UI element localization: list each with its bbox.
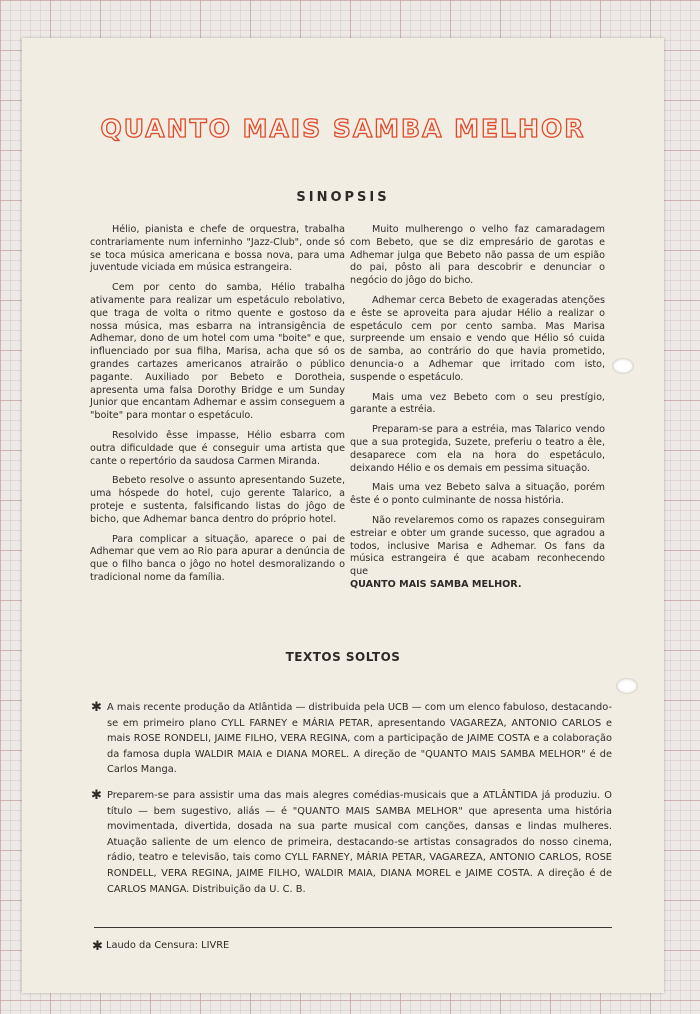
asterisk-icon: ✱ xyxy=(92,939,103,954)
synopsis-paragraph: Mais uma vez Bebeto salva a situação, porém êste é o ponto culminante de nossa história. xyxy=(350,482,605,507)
sinopsis-heading: SINOPSIS xyxy=(296,190,390,205)
synopsis-paragraph: Para complicar a situação, aparece o pai de Adhemar que vem ao Rio para apurar a denúncia de que o filho banca o jôgo no hotel desmoralizando o tradicional nome da família. xyxy=(90,533,345,583)
censorship-note xyxy=(92,939,230,954)
texto-solto-1-text: A mais recente produção da Atlântida — distribuida pela UCB — com um elenco fabuloso, destacando-se em primeiro plano CYLL FARNEY e MÁRIA PETAR, apresentando VAGAREZA, ANTONIO CARLOS e mais ROSE RONDELI, JAIME FILHO, VERA REGINA, com a participação de JAIME COSTA e a colaboração da famosa dupla WALDIR MAIA e DIANA MOREL. A direção de "QUANTO MAIS SAMBA MELHOR" é de Carlos Manga. xyxy=(107,702,612,776)
synopsis-paragraph: Bebeto resolve o assunto apresentando Suzete, uma hóspede do hotel, cujo gerente Talarico, a proteje e sustenta, falsificando listas do jôgo de bicho, que Adhemar banca dentro do próprio hotel. xyxy=(90,475,345,525)
document-page xyxy=(22,38,664,993)
synopsis-final-line: QUANTO MAIS SAMBA MELHOR. xyxy=(350,578,522,590)
synopsis-paragraph: Adhemar cerca Bebeto de exageradas atenções e êste se aproveita para ajudar Hélio a realizar o espetáculo cem por cento samba. Mas Marisa surpreende um ensaio e vendo que Hélio só cuida de samba, ao contrário do que havia prometido, denuncia-o a Adhemar que irritado com isto, suspende o espetáculo. xyxy=(350,294,605,383)
censorship-text: Laudo da Censura: LIVRE xyxy=(106,940,230,951)
document-title: QUANTO MAIS SAMBA MELHOR xyxy=(100,114,586,143)
textos-soltos-heading: TEXTOS SOLTOS xyxy=(285,650,401,664)
punch-hole xyxy=(612,358,634,374)
synopsis-paragraph: Não revelaremos como os rapazes conseguiram estreiar e obter um grande sucesso, que agradou a todos, inclusive Marisa e Adhemar. Os fans da música estrangeira é que acabam reconhecendo que xyxy=(350,514,605,578)
divider-line xyxy=(94,927,612,928)
synopsis-paragraph: Hélio, pianista e chefe de orquestra, trabalha contrariamente num inferninho "Jazz-Club", onde só se toca música americana e bossa nova, para uma juventude viciada em música estrangeira. xyxy=(90,224,345,274)
texto-solto-2-text: Preparem-se para assistir uma das mais alegres comédias-musicais que a ATLÂNTIDA já produziu. O título — bem sugestivo, aliás — é "QUANTO MAIS SAMBA MELHOR" que apresenta uma história movimentada, divertida, dosada na sua parte musical com canções, dansas e lindas mulheres. Atuação saliente de um elenco de primeira, destacando-se artistas consagrados do nosso cinema, rádio, teatro e televisão, tais como CYLL FARNEY, MÁRIA PETAR, VAGAREZA, ANTONIO CARLOS, ROSE RONDELL, VERA REGINA, JAIME FILHO, WALDIR MAIA, DIANA MOREL e JAIME COSTA. A direção é de CARLOS MANGA. Distribuição da U. C. B. xyxy=(107,790,612,895)
synopsis-right-column xyxy=(350,224,605,599)
synopsis-paragraph: Mais uma vez Bebeto com o seu prestígio, garante a estréia. xyxy=(350,391,605,416)
synopsis-left-column xyxy=(90,224,345,592)
synopsis-paragraph: Cem por cento do samba, Hélio trabalha ativamente para realizar um espetáculo rebolativo, que traga de volta o ritmo quente e gostoso da nossa música, mas esbarra na intransigência de Adhemar, dono de um hotel com uma "boite" e que, influenciado por sua filha, Marisa, acha que só os grandes cartazes americanos atrairão o público pagante. Auxiliado por Bebeto e Dorotheia, apresenta uma falsa Dorothy Bridge e um Sunday Junior que encantam Adhemar e assim conseguem a "boite" para montar o espetáculo. xyxy=(90,282,345,422)
synopsis-paragraph: Preparam-se para a estréia, mas Talarico vendo que a sua protegida, Suzete, preferiu o teatro a êle, desaparece com ela na hora do espetáculo, deixando Hélio e os demais em pessima situação. xyxy=(350,424,605,474)
texto-solto-1 xyxy=(91,700,612,778)
punch-hole xyxy=(616,678,638,694)
synopsis-paragraph: Resolvido êsse impasse, Hélio esbarra com outra dificuldade que é conseguir uma artista que cante o repertório da saudosa Carmen Miranda. xyxy=(90,429,345,467)
texto-solto-2 xyxy=(91,788,612,897)
asterisk-icon: ✱ xyxy=(91,788,102,803)
asterisk-icon: ✱ xyxy=(91,700,102,715)
synopsis-paragraph: Muito mulherengo o velho faz camaradagem com Bebeto, que se diz empresário de garotas e Adhemar julga que Bebeto não passa de um espião do pai, pôsto ali para descobrir e denunciar o negócio do jôgo do bicho. xyxy=(350,224,605,287)
